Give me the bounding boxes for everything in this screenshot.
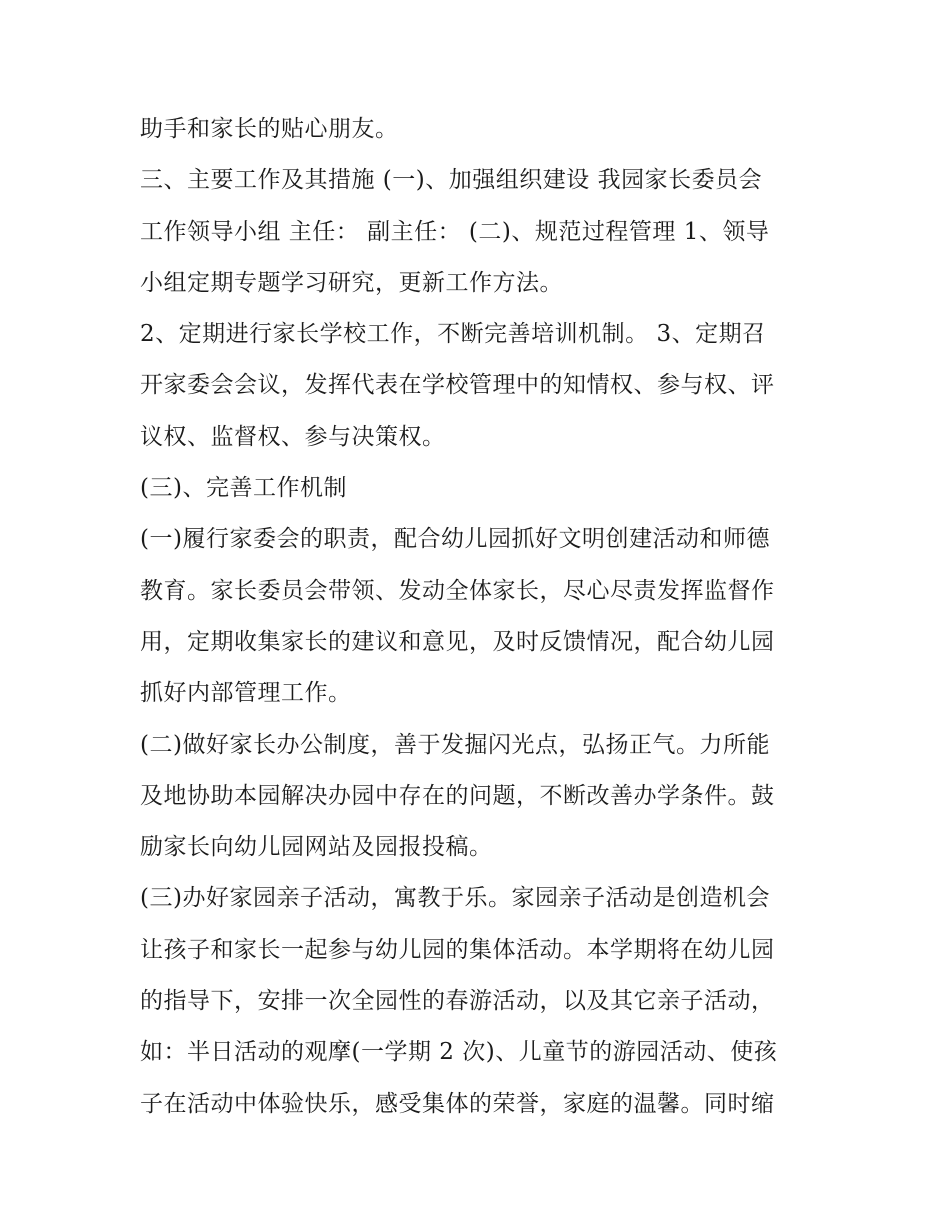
text-line: (三)、完善工作机制 — [140, 475, 347, 502]
text-line: 三、主要工作及其措施 (一)、加强组织建设 我园家长委员会 — [140, 167, 763, 194]
text-line: 助手和家长的贴心朋友。 — [140, 116, 399, 142]
text-line: 用，定期收集家长的建议和意见，及时反馈情况，配合幼儿园 — [140, 628, 775, 655]
text-line: 教育。家长委员会带领、发动全体家长，尽心尽责发挥监督作 — [140, 577, 775, 604]
text-line: 工作领导小组 主任： 副主任： (二)、规范过程管理 1、领导 — [140, 218, 770, 245]
text-line: 的指导下，安排一次全园性的春游活动，以及其它亲子活动， — [140, 988, 775, 1015]
text-line: 及地协助本园解决办园中存在的问题，不断改善办学条件。鼓 — [140, 782, 775, 809]
text-line: 如：半日活动的观摩(一学期 2 次)、儿童节的游园活动、使孩 — [140, 1039, 778, 1066]
text-line: 小组定期专题学习研究，更新工作方法。 — [140, 269, 563, 296]
text-line: 议权、监督权、参与决策权。 — [140, 423, 446, 450]
text-line: 让孩子和家长一起参与幼儿园的集体活动。本学期将在幼儿园 — [140, 936, 775, 963]
text-line: (一)履行家委会的职责，配合幼儿园抓好文明创建活动和师德 — [140, 526, 770, 553]
text-line: (二)做好家长办公制度，善于发掘闪光点，弘扬正气。力所能 — [140, 731, 770, 758]
text-line: 子在活动中体验快乐，感受集体的荣誉，家庭的温馨。同时缩 — [140, 1090, 775, 1117]
document-body — [140, 104, 820, 1130]
text-line: 抓好内部管理工作。 — [140, 680, 352, 707]
text-line: (三)办好家园亲子活动，寓教于乐。家园亲子活动是创造机会 — [140, 885, 770, 912]
text-line: 2、定期进行家长学校工作，不断完善培训机制。 3、定期召 — [140, 321, 766, 348]
text-line: 开家委会会议，发挥代表在学校管理中的知情权、参与权、评 — [140, 372, 775, 399]
text-line: 励家长向幼儿园网站及园报投稿。 — [140, 834, 493, 861]
